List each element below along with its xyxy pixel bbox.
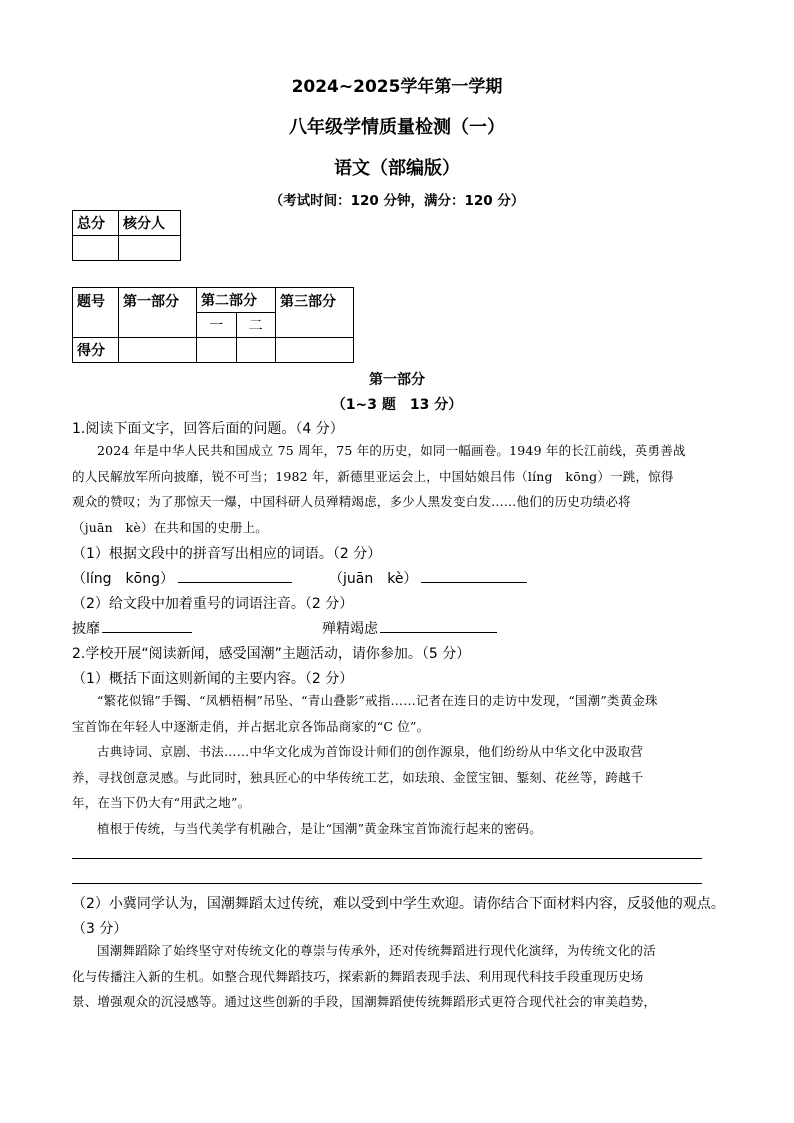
pinyin-row-1	[72, 568, 292, 588]
question-2-sub2: （2）小冀同学认为，国潮舞蹈太过传统，难以受到中学生欢迎。请你结合下面材料内容，反驳他的观点。	[72, 896, 725, 912]
passage-line: （juān kè）在共和国的史册上。	[72, 519, 269, 535]
section-title: 第一部分	[369, 372, 425, 388]
question-1-prompt: 1.阅读下面文字，回答后面的问题。（4 分）	[72, 421, 344, 437]
news-passage	[72, 688, 724, 841]
checker-header: 核分人	[119, 211, 181, 236]
part2-sub1-score-cell[interactable]	[197, 338, 237, 363]
material-line: 景、增强观众的沉浸感等。通过这些创新的手段，国潮舞蹈使传统舞蹈形式更符合现代社会的审美趋势，	[72, 994, 657, 1009]
word-pimi: 披靡	[72, 621, 100, 637]
answer-blank-pimi[interactable]	[102, 618, 192, 633]
part1-score-cell[interactable]	[119, 338, 197, 363]
material-line: 化与传播注入新的生机。如整合现代舞蹈技巧，探索新的舞蹈表现手法、利用现代科技手段重现历史场	[72, 968, 644, 984]
part2-sub1: 一	[197, 313, 237, 338]
subject-title: 语文（部编版）	[334, 158, 460, 179]
phonetic-row-1	[72, 618, 192, 638]
pinyin-label-juanke: （juān kè）	[329, 571, 418, 587]
news-line: 宝首饰在年轻人中逐渐走俏，并占据北京各饰品商家的“C 位”。	[72, 718, 430, 734]
news-line: 年，在当下仍大有“用武之地”。	[72, 795, 251, 810]
question-2-sub2-points: （3 分）	[72, 921, 128, 937]
answer-blank-juanke[interactable]	[421, 568, 527, 583]
question-1-passage	[72, 438, 724, 540]
question-1-sub2: （2）给文段中加着重号的词语注音。（2 分）	[72, 596, 354, 612]
exam-year-title: 2024~2025学年第一学期	[291, 77, 503, 97]
passage-line: 观众的赞叹；为了那惊天一爆，中国科研人员殚精竭虑，多少人黑发变白发……他们的历史功绩必将	[72, 494, 631, 509]
question-number-header: 题号	[73, 288, 119, 338]
exam-info: （考试时间：120 分钟，满分：120 分）	[269, 193, 525, 209]
news-line: “繁花似锦”手镯、“凤栖梧桐”吊坠、“青山叠影”戒指……记者在连日的走访中发现，“国潮”类黄金珠	[97, 693, 658, 708]
word-danjingjielv: 殚精竭虑	[322, 621, 378, 637]
total-score-header: 总分	[73, 211, 119, 236]
part3-score-cell[interactable]	[276, 338, 354, 363]
section-subtitle: （1~3 题 13 分）	[331, 397, 463, 413]
pinyin-row-2	[329, 568, 527, 588]
phonetic-row-2	[322, 618, 497, 638]
passage-line: 的人民解放军所向披靡，锐不可当；1982 年，新德里亚运会上，中国姑娘吕伟（líng kōng）一跳，惊得	[72, 468, 674, 484]
part2-header: 第二部分	[197, 288, 276, 313]
question-2-prompt: 2.学校开展“阅读新闻，感受国潮”主题活动，请你参加。（5 分）	[72, 646, 471, 662]
part2-sub2: 二	[236, 313, 276, 338]
part1-header: 第一部分	[119, 288, 197, 338]
answer-blank-lingkong[interactable]	[178, 568, 292, 583]
total-score-table	[72, 210, 181, 261]
news-line: 植根于传统，与当代美学有机融合，是让“国潮”黄金珠宝首饰流行起来的密码。	[97, 820, 542, 836]
dance-material-passage	[72, 938, 724, 1015]
passage-line: 2024 年是中华人民共和国成立 75 周年，75 年的历史，如同一幅画卷。1949 年的长江前线，英勇善战	[97, 443, 686, 458]
question-2-sub1: （1）概括下面这则新闻的主要内容。（2 分）	[72, 671, 354, 687]
checker-cell[interactable]	[119, 236, 181, 261]
part3-header: 第三部分	[276, 288, 354, 338]
answer-line-2[interactable]	[72, 883, 702, 884]
score-row-label: 得分	[73, 338, 119, 363]
news-line: 古典诗词、京剧、书法……中华文化成为首饰设计师们的创作源泉，他们纷纷从中华文化中汲取营	[97, 744, 644, 759]
part2-sub2-score-cell[interactable]	[236, 338, 276, 363]
pinyin-label-lingkong: （líng kōng）	[72, 571, 174, 587]
exam-name-title: 八年级学情质量检测（一）	[289, 117, 505, 138]
question-1-sub1: （1）根据文段中的拼音写出相应的词语。（2 分）	[72, 546, 382, 562]
part-score-table	[72, 287, 354, 363]
answer-blank-danjingjielv[interactable]	[380, 618, 497, 633]
material-line: 国潮舞蹈除了始终坚守对传统文化的尊崇与传承外，还对传统舞蹈进行现代化演绎，为传统文化的活	[97, 943, 656, 958]
news-line: 养，寻找创意灵感。与此同时，独具匠心的中华传统工艺，如珐琅、金筐宝钿、錾刻、花丝等，跨越千	[72, 769, 644, 785]
answer-line-1[interactable]	[72, 858, 702, 859]
total-score-cell[interactable]	[73, 236, 119, 261]
